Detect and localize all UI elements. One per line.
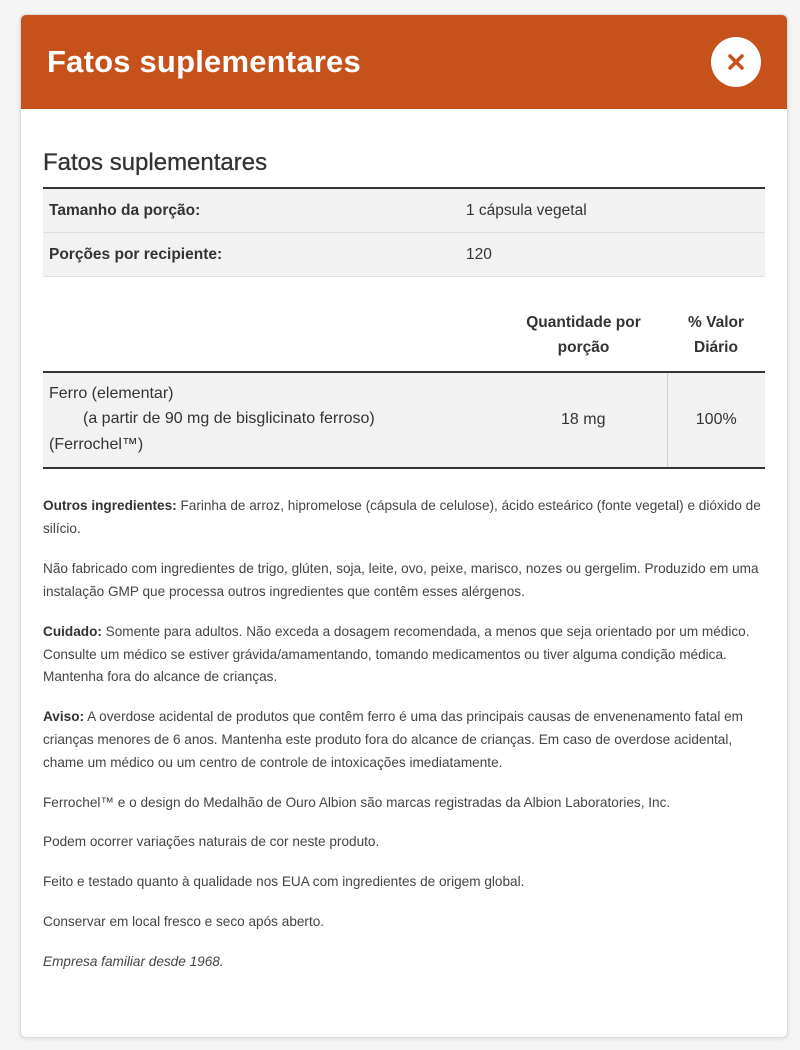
nutrient-daily-value: 100% <box>667 372 765 469</box>
close-icon <box>726 52 746 72</box>
serving-table <box>43 187 765 277</box>
trademark-statement: Ferrochel™ e o design do Medalhão de Ouro Albion são marcas registradas da Albion Laboratories, Inc. <box>43 794 671 810</box>
daily-value-column-header: % Valor Diário <box>667 303 765 372</box>
other-ingredients-text: Farinha de arroz, hipromelose (cápsula de celulose), ácido esteárico (fonte vegetal) e dióxido de silício. <box>43 498 761 537</box>
color-variation-statement: Podem ocorrer variações naturais de cor neste produto. <box>43 834 380 850</box>
table-row <box>43 372 765 469</box>
nutrient-source: (a partir de 90 mg de bisglicinato ferroso) <box>83 410 375 428</box>
supplement-facts-modal <box>20 14 788 1038</box>
serving-size-row <box>43 188 765 233</box>
nutrient-brand: (Ferrochel™) <box>49 435 144 453</box>
family-statement <box>43 951 765 974</box>
nutrient-amount: 18 mg <box>500 372 667 469</box>
modal-title: Fatos suplementares <box>47 44 361 79</box>
servings-per-container-row <box>43 233 765 277</box>
other-ingredients <box>43 495 765 541</box>
caution-statement <box>43 621 765 689</box>
warning-statement <box>43 706 765 774</box>
amount-column-header: Quantidade por porção <box>500 303 667 372</box>
family-text: Empresa familiar desde 1968. <box>43 953 224 969</box>
warning-text: A overdose acidental de produtos que contêm ferro é uma das principais causas de envenenamento fatal em crianças menores de 6 anos. Mantenha este produto fora do alcance de crianças. Em caso de overdose acidental, chame um médico ou um centro de controle de intoxicações imediatamente. <box>43 709 743 770</box>
section-heading: Fatos suplementares <box>43 149 268 176</box>
close-button[interactable] <box>711 37 761 87</box>
allergen-statement: Não fabricado com ingredientes de trigo, glúten, soja, leite, ovo, peixe, marisco, nozes ou gergelim. Produzido em uma instalação GMP que processa outros ingredientes que contêm esses alérgenos. <box>43 561 759 599</box>
nutrient-table-header <box>43 303 765 372</box>
servings-per-container-label: Porções por recipiente: <box>43 233 460 277</box>
origin-statement: Feito e testado quanto à qualidade nos EUA com ingredientes de origem global. <box>43 874 525 890</box>
caution-text: Somente para adultos. Não exceda a dosagem recomendada, a menos que seja orientado por um médico. Consulte um médico se estiver grávida/amamentando, tomando medicamentos ou tiver alguma condição médica. Mantenha fora do alcance de crianças. <box>43 623 750 685</box>
warning-label: Aviso: <box>43 709 85 725</box>
storage-statement: Conservar em local fresco e seco após aberto. <box>43 914 325 930</box>
modal-body <box>21 149 787 974</box>
modal-header <box>21 15 787 109</box>
serving-size-label: Tamanho da porção: <box>43 188 460 233</box>
nutrient-table <box>43 303 765 469</box>
nutrient-column-header <box>43 303 500 372</box>
servings-per-container-value: 120 <box>460 233 765 277</box>
caution-label: Cuidado: <box>43 623 102 639</box>
nutrient-name: Ferro (elementar) <box>49 384 174 402</box>
other-ingredients-label: Outros ingredientes: <box>43 498 177 514</box>
serving-size-value: 1 cápsula vegetal <box>460 188 765 233</box>
notes-section <box>43 495 765 973</box>
nutrient-name-cell <box>43 372 500 469</box>
